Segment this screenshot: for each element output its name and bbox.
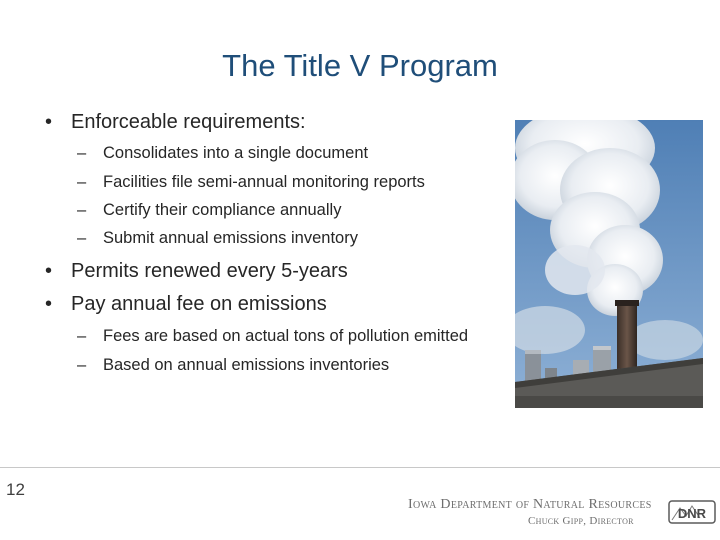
subitem-emissions-inventory: [77, 228, 358, 248]
dash-symbol: –: [77, 201, 87, 219]
subitem-based-on-inventories: [77, 355, 389, 375]
subitem-text: Facilities file semi-annual monitoring reports: [103, 173, 425, 191]
subitem-text: Fees are based on actual tons of pollution emitted: [103, 327, 469, 345]
subitem-text: Certify their compliance annually: [103, 201, 342, 219]
subitem-monitoring-reports: [77, 172, 425, 192]
dnr-logo-icon: [668, 498, 716, 526]
slide-title: The Title V Program: [222, 48, 498, 83]
bullet-enforceable-requirements: [45, 110, 306, 134]
subitem-text: Submit annual emissions inventory: [103, 229, 358, 247]
bullet-symbol: •: [45, 111, 53, 133]
page-number: 12: [6, 480, 25, 499]
smokestack-emissions-photo: [515, 120, 703, 408]
bullet-permits-renewed: [45, 259, 348, 283]
subitem-text: Consolidates into a single document: [103, 144, 369, 162]
logo-text: DNR: [677, 506, 707, 521]
dash-symbol: –: [77, 327, 87, 345]
dash-symbol: –: [77, 144, 87, 162]
bullet-symbol: •: [45, 293, 53, 315]
subitem-consolidates: [77, 143, 368, 163]
bullet-text: Enforceable requirements:: [71, 111, 306, 133]
bullet-annual-fee: [45, 292, 327, 316]
department-director: Chuck Gipp, Director: [528, 515, 634, 527]
dash-symbol: –: [77, 229, 87, 247]
subitem-fees-based: [77, 326, 468, 346]
dash-symbol: –: [77, 356, 87, 374]
subitem-text: Based on annual emissions inventories: [103, 356, 390, 374]
subitem-certify-compliance: [77, 200, 341, 220]
department-name: Iowa Department of Natural Resources: [408, 497, 652, 512]
bullet-text: Permits renewed every 5-years: [71, 260, 348, 282]
dash-symbol: –: [77, 173, 87, 191]
bullet-text: Pay annual fee on emissions: [71, 293, 327, 315]
footer-divider: [0, 467, 720, 468]
bullet-symbol: •: [45, 260, 53, 282]
